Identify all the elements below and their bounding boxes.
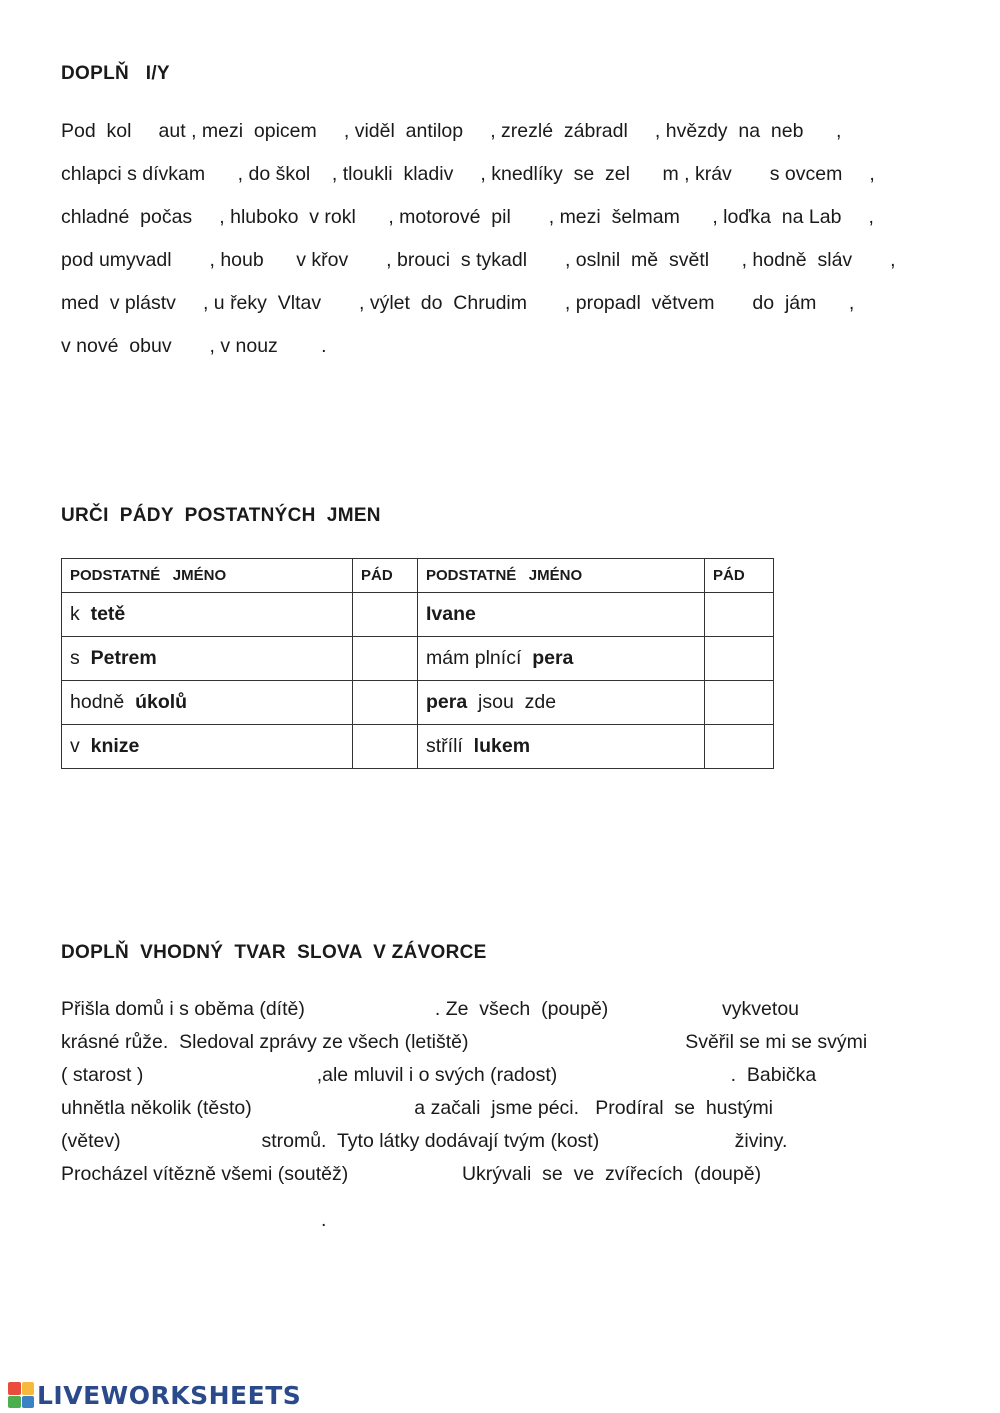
- noun-cell: hodně úkolů: [62, 681, 353, 725]
- header-case: PÁD: [353, 559, 418, 593]
- case-answer-cell[interactable]: [353, 725, 418, 769]
- table-row: [62, 725, 774, 769]
- section1-title: DOPLŇ I/Y: [61, 63, 170, 84]
- fill-iy-line: v nové obuv , v nouz .: [61, 335, 327, 357]
- fill-iy-line: med v plástv , u řeky Vltav , výlet do Chrudim , propadl větvem do jám ,: [61, 292, 855, 314]
- case-answer-cell[interactable]: [705, 681, 774, 725]
- fill-iy-line: pod umyvadl , houb v křov , brouci s tykadl , oslnil mě světl , hodně sláv ,: [61, 249, 896, 271]
- word-form-line: Procházel vítězně všemi (soutěž) Ukrývali se ve zvířecích (doupě): [61, 1163, 762, 1185]
- header-case: PÁD: [705, 559, 774, 593]
- noun-cell: pera jsou zde: [418, 681, 705, 725]
- liveworksheets-logo: [8, 1380, 301, 1410]
- noun-cell: střílí lukem: [418, 725, 705, 769]
- table-row: [62, 593, 774, 637]
- word-form-line: .: [61, 1209, 327, 1231]
- word-form-line: (větev) stromů. Tyto látky dodávají tvým (kost) živiny.: [61, 1130, 788, 1152]
- table-header-row: [62, 559, 774, 593]
- header-noun: PODSTATNÉ JMÉNO: [418, 559, 705, 593]
- word-form-line: Přišla domů i s oběma (dítě) . Ze všech (poupě) vykvetou: [61, 998, 800, 1020]
- word-form-line: krásné růže. Sledoval zprávy ze všech (letiště) Svěřil se mi se svými: [61, 1031, 868, 1053]
- case-answer-cell[interactable]: [705, 637, 774, 681]
- section2-title: URČI PÁDY POSTATNÝCH JMEN: [61, 505, 381, 526]
- liveworksheets-logo-icon: [8, 1382, 34, 1408]
- noun-cell: Ivane: [418, 593, 705, 637]
- noun-cell: mám plnící pera: [418, 637, 705, 681]
- header-noun: PODSTATNÉ JMÉNO: [62, 559, 353, 593]
- noun-cell: s Petrem: [62, 637, 353, 681]
- case-answer-cell[interactable]: [353, 681, 418, 725]
- word-form-line: uhnětla několik (těsto) a začali jsme péci. Prodíral se hustými: [61, 1097, 774, 1119]
- case-answer-cell[interactable]: [705, 725, 774, 769]
- case-answer-cell[interactable]: [353, 593, 418, 637]
- table-row: [62, 681, 774, 725]
- table-row: [62, 637, 774, 681]
- noun-cell: k tetě: [62, 593, 353, 637]
- logo-text: LIVEWORKSHEETS: [37, 1380, 302, 1410]
- case-answer-cell[interactable]: [353, 637, 418, 681]
- word-form-line: ( starost ) ,ale mluvil i o svých (radost) . Babička: [61, 1064, 817, 1086]
- fill-iy-line: Pod kol aut , mezi opicem , viděl antilop , zrezlé zábradl , hvězdy na neb ,: [61, 120, 842, 142]
- case-answer-cell[interactable]: [705, 593, 774, 637]
- fill-iy-line: chladné počas , hluboko v rokl , motorové pil , mezi šelmam , loďka na Lab ,: [61, 206, 874, 228]
- noun-cases-table: [61, 558, 774, 769]
- section3-title: DOPLŇ VHODNÝ TVAR SLOVA V ZÁVORCE: [61, 942, 487, 963]
- fill-iy-line: chlapci s dívkam , do škol , tloukli kladiv , knedlíky se zel m , kráv s ovcem ,: [61, 163, 875, 185]
- noun-cell: v knize: [62, 725, 353, 769]
